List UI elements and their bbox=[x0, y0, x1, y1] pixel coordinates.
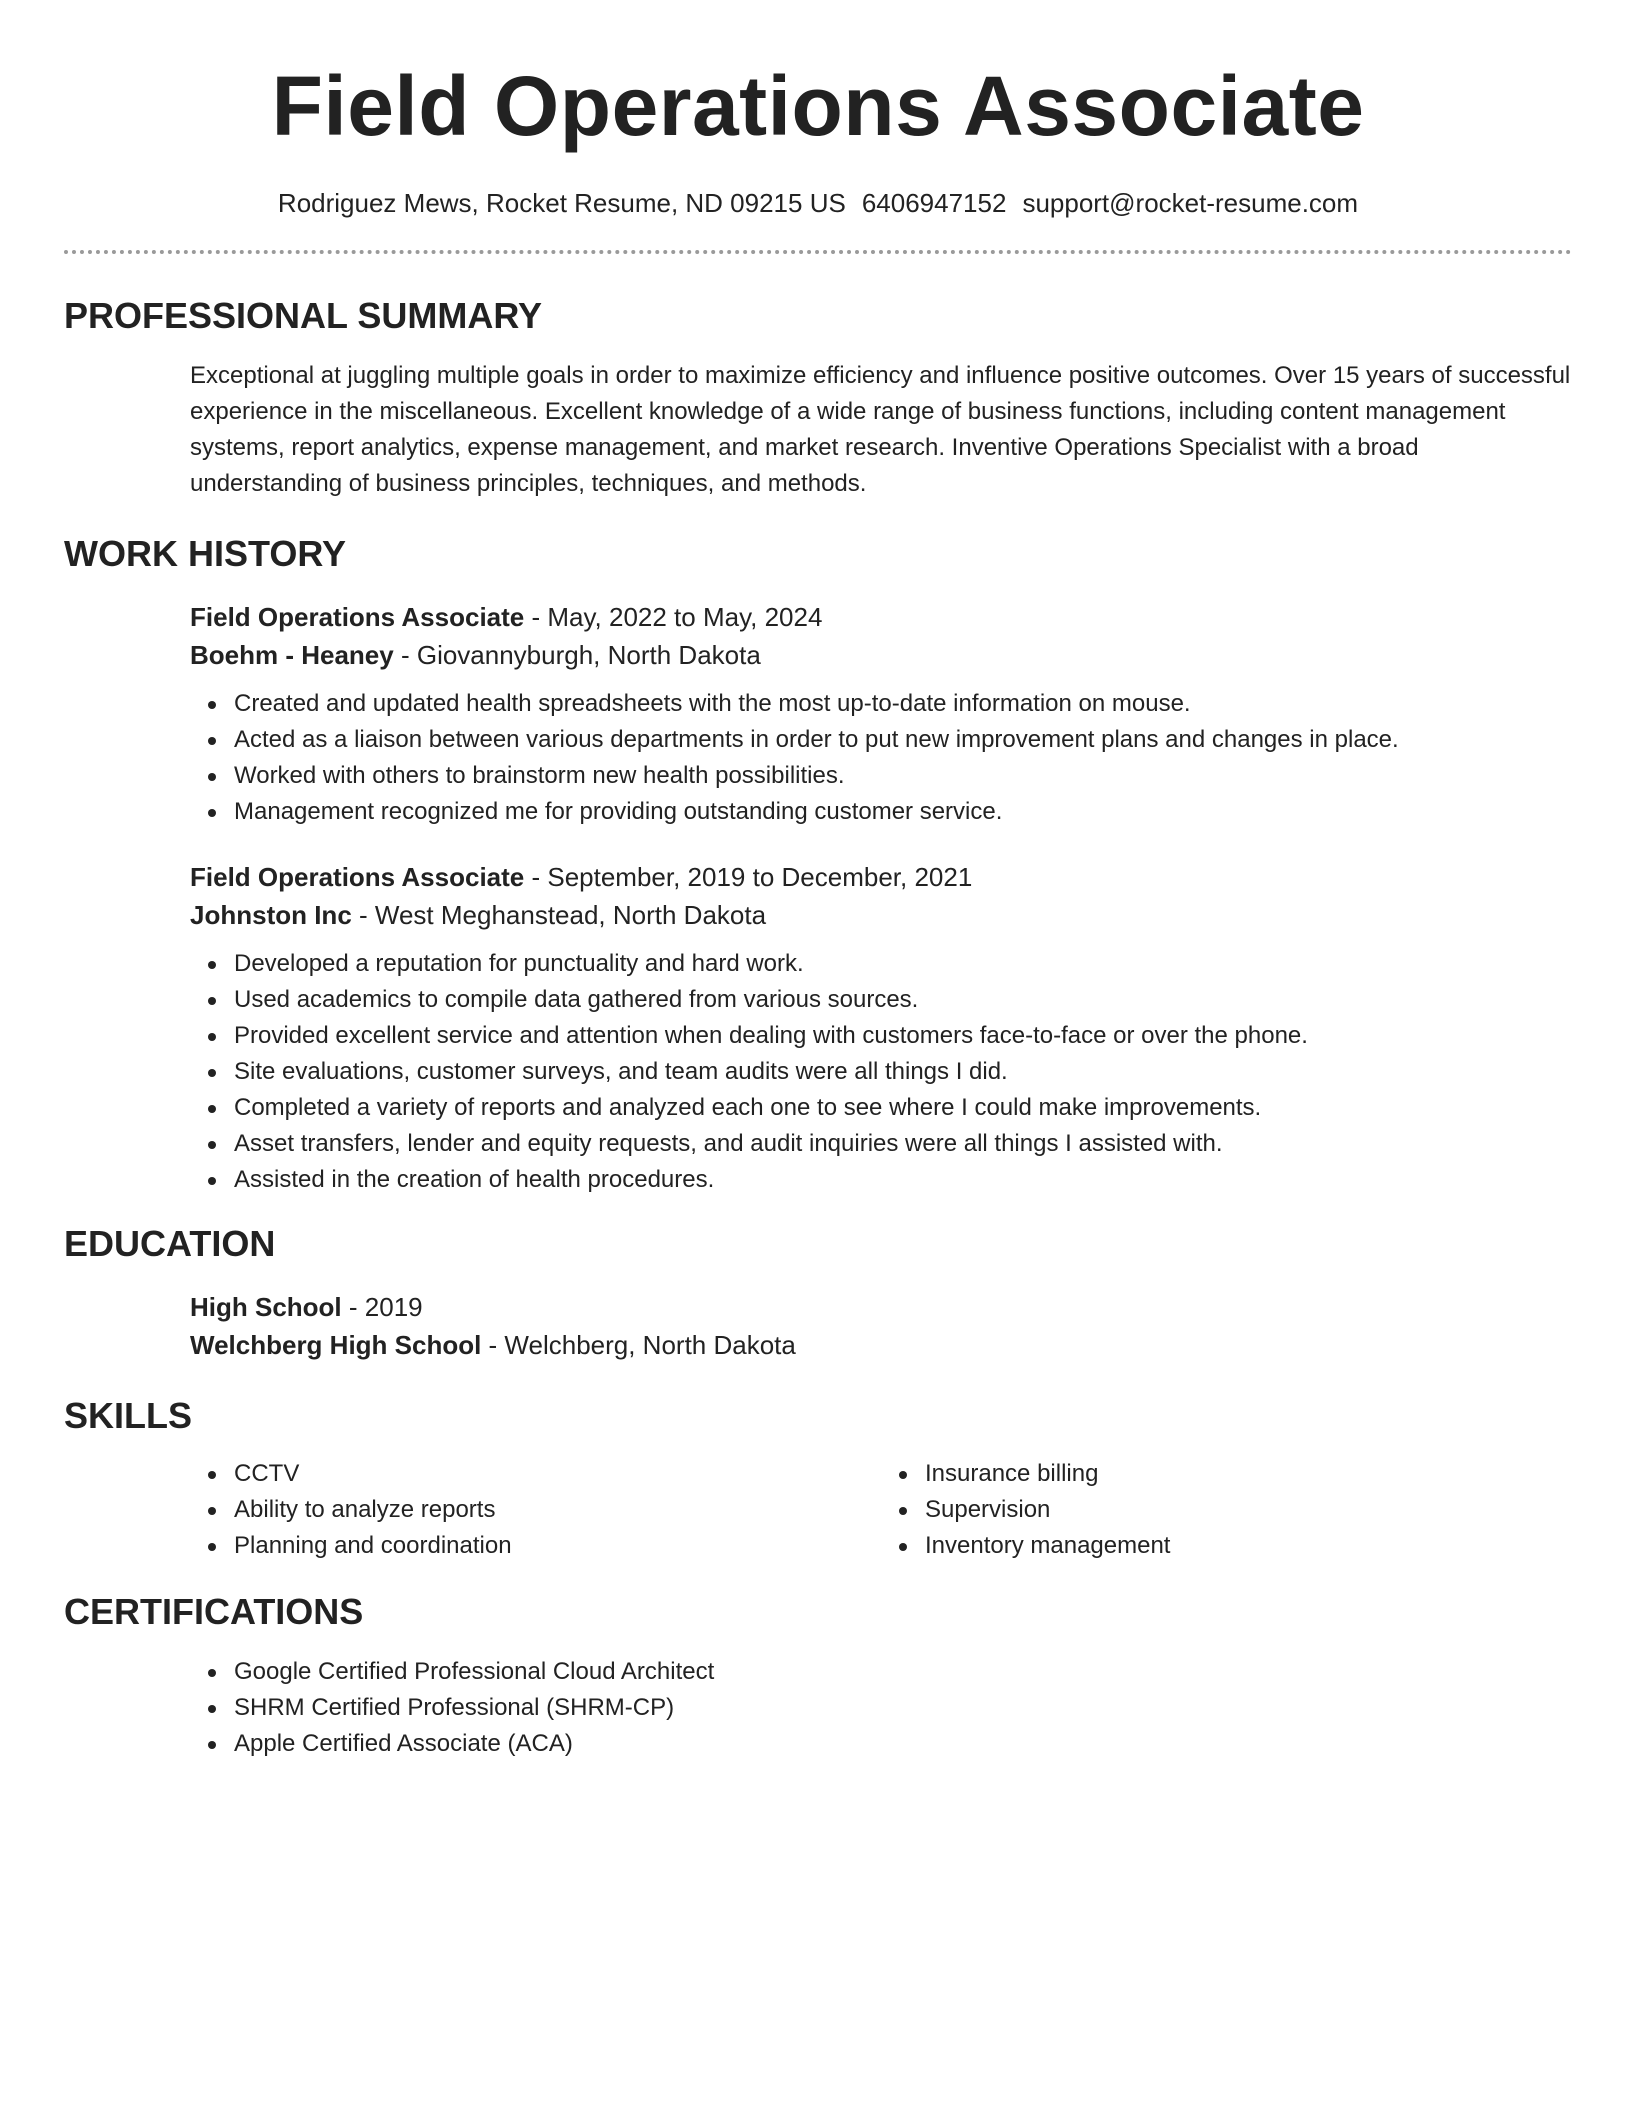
candidate-name: Field Operations Associate bbox=[271, 59, 1365, 153]
job-company-line bbox=[190, 896, 1572, 934]
job-position: Field Operations Associate bbox=[190, 862, 525, 892]
education-location: - Welchberg, North Dakota bbox=[481, 1330, 796, 1360]
job-bullets bbox=[190, 686, 1572, 830]
education-school: Welchberg High School bbox=[190, 1330, 482, 1360]
education-heading: EDUCATION bbox=[64, 1223, 276, 1264]
job-dates: - September, 2019 to December, 2021 bbox=[524, 862, 973, 892]
education-degree: High School bbox=[190, 1292, 342, 1322]
certifications-list bbox=[190, 1654, 1572, 1762]
list-item: Worked with others to brainstorm new health possibilities. bbox=[234, 758, 1572, 794]
education-degree-line bbox=[190, 1288, 1572, 1326]
list-item: Insurance billing bbox=[925, 1456, 1572, 1492]
skills-grid bbox=[190, 1456, 1572, 1564]
job-entry bbox=[190, 858, 1572, 1198]
job-location: - Giovannyburgh, North Dakota bbox=[393, 640, 761, 670]
education-school-line bbox=[190, 1326, 1572, 1364]
list-item: Completed a variety of reports and analyzed each one to see where I could make improvements. bbox=[234, 1090, 1572, 1126]
job-entry bbox=[190, 598, 1572, 830]
contact-address: Rodriguez Mews, Rocket Resume, ND 09215 US bbox=[277, 188, 846, 218]
certifications-heading: CERTIFICATIONS bbox=[64, 1591, 364, 1632]
job-dates: - May, 2022 to May, 2024 bbox=[524, 602, 823, 632]
certifications-section bbox=[190, 1654, 1572, 1762]
job-location: - West Meghanstead, North Dakota bbox=[351, 900, 767, 930]
summary-heading: PROFESSIONAL SUMMARY bbox=[64, 295, 543, 336]
skills-column-right bbox=[881, 1456, 1572, 1564]
contact-info bbox=[64, 186, 1572, 220]
list-item: Google Certified Professional Cloud Architect bbox=[234, 1654, 1572, 1690]
skills-column-left bbox=[190, 1456, 881, 1564]
job-bullets bbox=[190, 946, 1572, 1198]
list-item: Developed a reputation for punctuality and hard work. bbox=[234, 946, 1572, 982]
list-item: CCTV bbox=[234, 1456, 881, 1492]
job-company: Johnston Inc bbox=[190, 900, 352, 930]
job-company: Boehm - Heaney bbox=[190, 640, 394, 670]
job-position: Field Operations Associate bbox=[190, 602, 525, 632]
contact-phone: 6406947152 bbox=[861, 188, 1007, 218]
education-entry bbox=[190, 1288, 1572, 1364]
contact-email: support@rocket-resume.com bbox=[1022, 188, 1359, 218]
list-item: Used academics to compile data gathered from various sources. bbox=[234, 982, 1572, 1018]
list-item: Created and updated health spreadsheets with the most up-to-date information on mouse. bbox=[234, 686, 1572, 722]
education-year: - 2019 bbox=[341, 1292, 423, 1322]
list-item: Ability to analyze reports bbox=[234, 1492, 881, 1528]
list-item: Management recognized me for providing outstanding customer service. bbox=[234, 794, 1572, 830]
skills-heading: SKILLS bbox=[64, 1395, 193, 1436]
work-history-heading: WORK HISTORY bbox=[64, 533, 347, 574]
summary-text: Exceptional at juggling multiple goals in order to maximize efficiency and influence positive outcomes. Over 15 years of successful experience in the miscellaneous. Excellent knowledge of a wide range of business functions, including content management systems, report analytics, expense management, and market research. Inventive Operations Specialist with a broad understanding of business principles, techniques, and methods. bbox=[190, 362, 1571, 497]
job-title-line bbox=[190, 858, 1572, 896]
resume-page bbox=[64, 0, 1572, 1762]
list-item: Apple Certified Associate (ACA) bbox=[234, 1726, 1572, 1762]
job-company-line bbox=[190, 636, 1572, 674]
list-item: Site evaluations, customer surveys, and team audits were all things I did. bbox=[234, 1054, 1572, 1090]
list-item: Acted as a liaison between various departments in order to put new improvement plans and changes in place. bbox=[234, 722, 1572, 758]
header-divider bbox=[64, 250, 1572, 254]
list-item: Asset transfers, lender and equity requests, and audit inquiries were all things I assisted with. bbox=[234, 1126, 1572, 1162]
list-item: Supervision bbox=[925, 1492, 1572, 1528]
list-item: Inventory management bbox=[925, 1528, 1572, 1564]
list-item: Assisted in the creation of health procedures. bbox=[234, 1162, 1572, 1198]
job-title-line bbox=[190, 598, 1572, 636]
list-item: Provided excellent service and attention when dealing with customers face-to-face or over the phone. bbox=[234, 1018, 1572, 1054]
list-item: Planning and coordination bbox=[234, 1528, 881, 1564]
list-item: SHRM Certified Professional (SHRM-CP) bbox=[234, 1690, 1572, 1726]
